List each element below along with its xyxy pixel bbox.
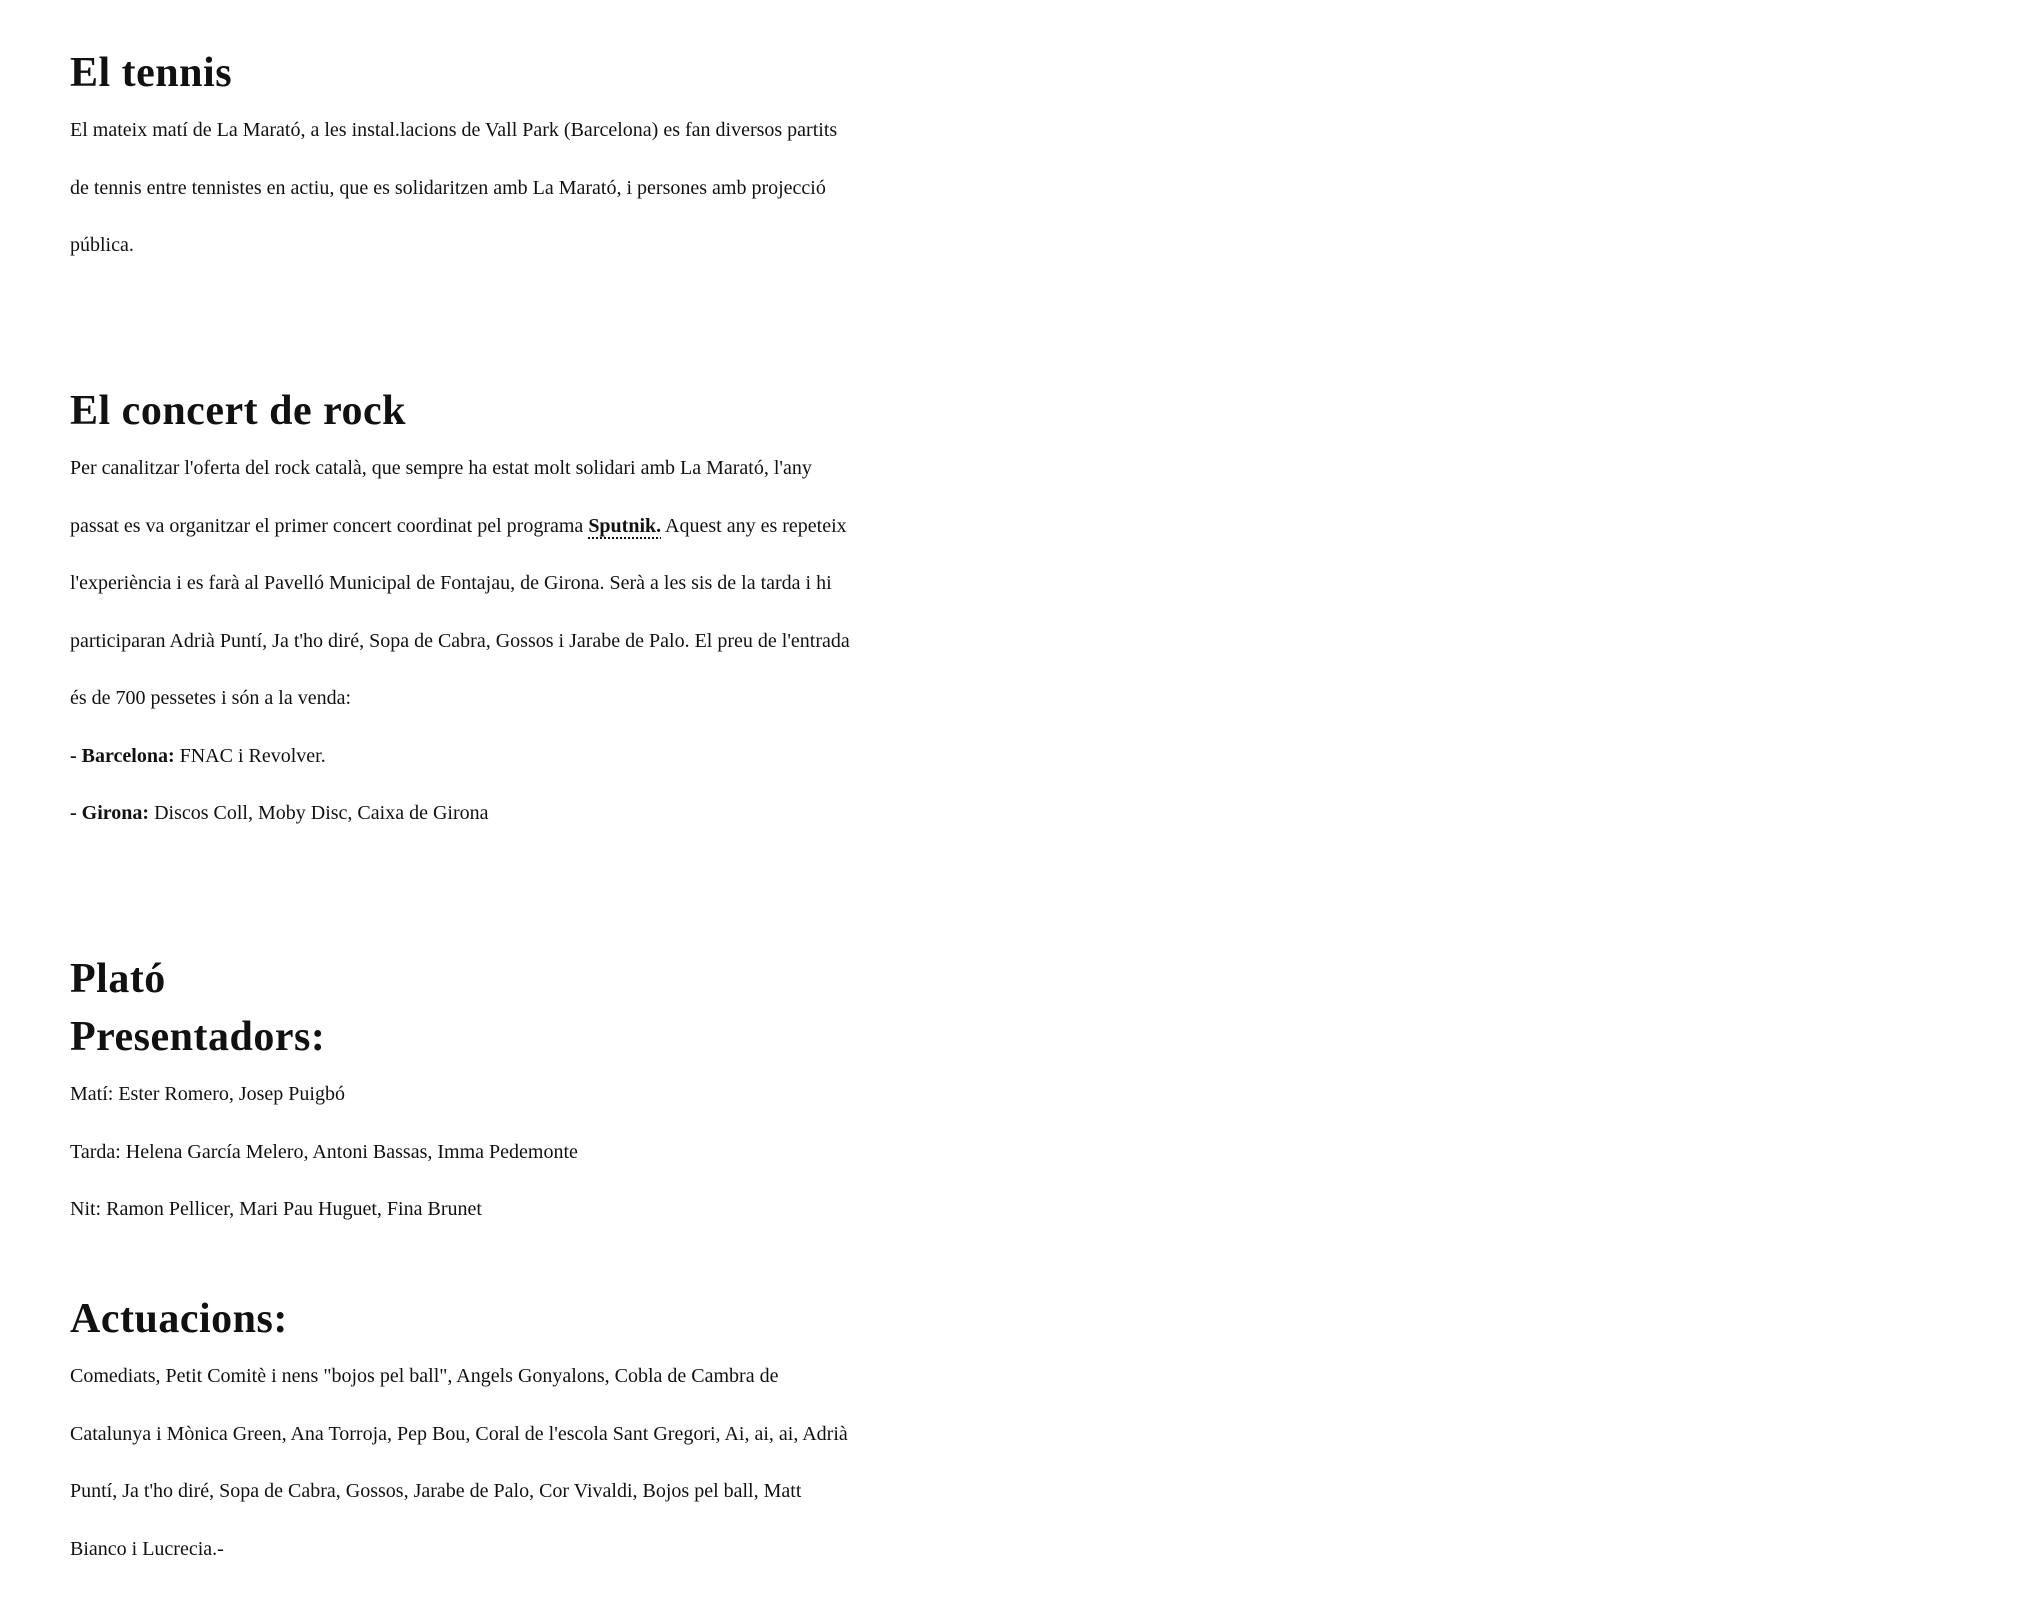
plato-heading: Plató [70, 956, 166, 1002]
venue-girona-text: Discos Coll, Moby Disc, Caixa de Girona [149, 802, 489, 824]
sputnik-link: Sputnik. [588, 514, 662, 537]
rock-line-4: participaran Adrià Puntí, Ja t'ho diré, Sopa de Cabra, Gossos i Jarabe de Palo. El preu de l'entrada [70, 629, 850, 652]
rock-line-1: Per canalitzar l'oferta del rock català, que sempre ha estat molt solidari amb La Marató, l'any [70, 457, 812, 479]
rock-line-2-start: passat es va organitzar el primer concert coordinat pel programa [70, 514, 589, 537]
venue-barcelona-label: - Barcelona: [70, 744, 175, 767]
presentadors-heading: Presentadors: [70, 1014, 326, 1060]
rock-line-3: l'experiència i es farà al Pavelló Municipal de Fontajau, de Girona. Serà a les sis de la tarda i hi [70, 572, 832, 594]
rock-line-2 [70, 498, 2030, 556]
rock-line-5: és de 700 pessetes i són a la venda: [70, 687, 352, 709]
rock-concert-heading: El concert de rock [70, 388, 406, 434]
actuacions-line-4: Bianco i Lucrecia.- [70, 1537, 224, 1560]
presenters-tarda: Tarda: Helena García Melero, Antoni Bassas, Imma Pedemonte [70, 1140, 578, 1163]
venue-girona-label: - Girona: [70, 802, 150, 824]
presenters-mati: Matí: Ester Romero, Josep Puigbó [70, 1083, 345, 1105]
tennis-line-3: pública. [70, 234, 134, 256]
presenters-nit: Nit: Ramon Pellicer, Mari Pau Huguet, Fina Brunet [70, 1198, 482, 1220]
venue-barcelona [70, 728, 2030, 786]
plato-section [70, 950, 2030, 1239]
tennis-line-2: de tennis entre tennistes en actiu, que es solidaritzen amb La Marató, i persones amb projecció [70, 176, 826, 199]
actuacions-line-2: Catalunya i Mònica Green, Ana Torroja, Pep Bou, Coral de l'escola Sant Gregori, Ai, ai, ai, Adrià [70, 1422, 848, 1445]
tennis-section [70, 44, 2030, 275]
tennis-line-1: El mateix matí de La Marató, a les instal.lacions de Vall Park (Barcelona) es fan diversos partits [70, 119, 838, 141]
actuacions-line-1: Comediats, Petit Comitè i nens "bojos pel ball", Angels Gonyalons, Cobla de Cambra de [70, 1365, 779, 1387]
rock-concert-section [70, 382, 2030, 843]
rock-line-2-end: Aquest any es repeteix [661, 514, 847, 537]
venue-barcelona-text: FNAC i Revolver. [174, 744, 326, 767]
actuacions-heading: Actuacions: [70, 1296, 288, 1342]
actuacions-section [70, 1290, 2030, 1578]
venue-girona [70, 785, 2030, 843]
actuacions-line-3: Puntí, Ja t'ho diré, Sopa de Cabra, Gossos, Jarabe de Palo, Cor Vivaldi, Bojos pel ball, Matt [70, 1480, 802, 1502]
tennis-heading: El tennis [70, 50, 233, 96]
